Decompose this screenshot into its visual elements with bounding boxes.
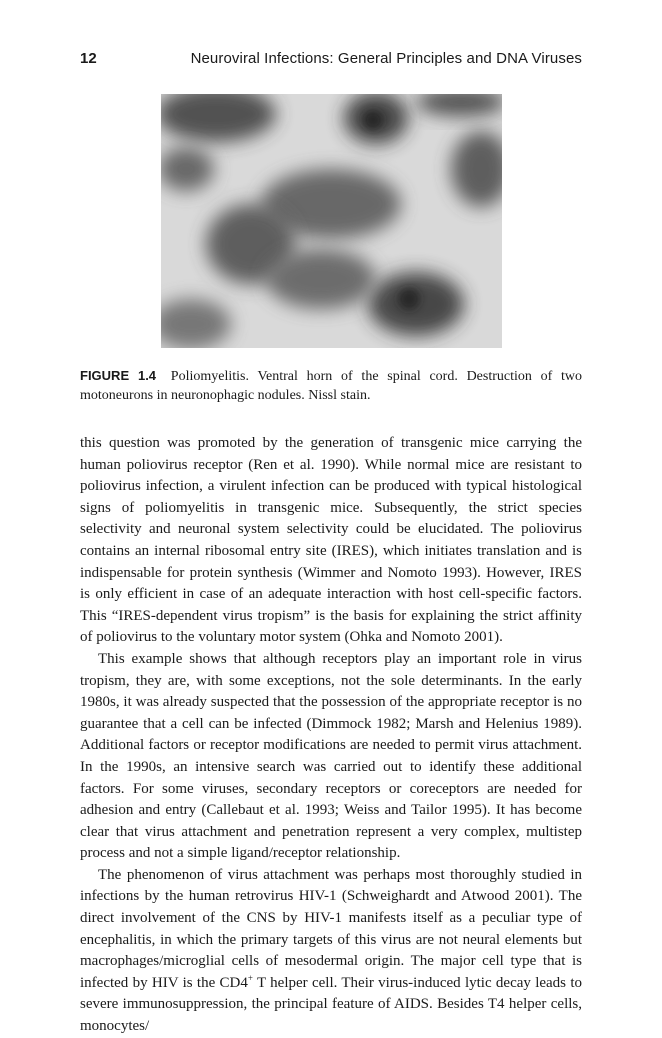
superscript: + bbox=[247, 972, 253, 983]
paragraph bbox=[80, 865, 582, 1038]
paragraph-text: T helper cell. Their virus-induced lytic decay leads to severe immunosuppression, the principal feature of AIDS. Besides T4 helper cells, monocytes/ bbox=[80, 974, 582, 1035]
paragraph-text: The phenomenon of virus attachment was perhaps most thoroughly studied in infections by the human retrovirus HIV-1 (Schweighardt and Atwood 2001). The direct involvement of the CNS by HIV-1 manifests itself as a peculiar type of encephalitis, in which the primary targets of this virus are not neural elements but macrophages/microglial cells of mesodermal origin. The major cell type that is infected by HIV is the CD4 bbox=[80, 866, 582, 991]
figure-caption-text: Poliomyelitis. Ventral horn of the spinal cord. Destruction of two motoneurons in neuronophagic nodules. Nissl stain. bbox=[80, 369, 583, 403]
paragraph: this question was promoted by the generation of transgenic mice carrying the human poliovirus receptor (Ren et al. 1990). While normal mice are resistant to poliovirus infection, a virulent infection can be produced with typical histological signs of poliomyelitis in transgenic mice. Subsequently, the strict species selectivity and neuronal system selectivity could be elucidated. The poliovirus contains an internal ribosomal entry site (IRES), which initiates translation and is indispensable for protein synthesis (Wimmer and Nomoto 1993). However, IRES is only efficient in case of an adequate interaction with host cell-specific factors. This “IRES-dependent virus tropism” is the basis for explaining the strict affinity of poliovirus to the voluntary motor system (Ohka and Nomoto 2001). bbox=[80, 435, 582, 646]
running-header bbox=[80, 50, 582, 72]
paragraph: This example shows that although receptors play an important role in virus tropism, they are, with some exceptions, not the sole determinants. In the early 1980s, it was already suspected that the possession of the appropriate receptor is no guarantee that a cell can be infected (Dimmock 1982; Marsh and Helenius 1989). Additional factors or receptor modifications are needed to permit virus attachment. In the 1990s, an intensive search was carried out to identify these additional factors. For some viruses, secondary receptors or coreceptors are needed for adhesion and entry (Callebaut et al. 1993; Weiss and Tailor 1995). It has become clear that virus attachment and penetration represent a very complex, multistep process and not a simple ligand/receptor relationship. bbox=[80, 650, 582, 862]
figure-label: FIGURE 1.4 bbox=[80, 368, 157, 383]
page-number: 12 bbox=[80, 50, 97, 67]
body-text bbox=[80, 433, 582, 1038]
running-title: Neuroviral Infections: General Principles and DNA Viruses bbox=[190, 50, 582, 67]
micrograph-image bbox=[161, 94, 502, 348]
figure-caption bbox=[80, 366, 582, 405]
